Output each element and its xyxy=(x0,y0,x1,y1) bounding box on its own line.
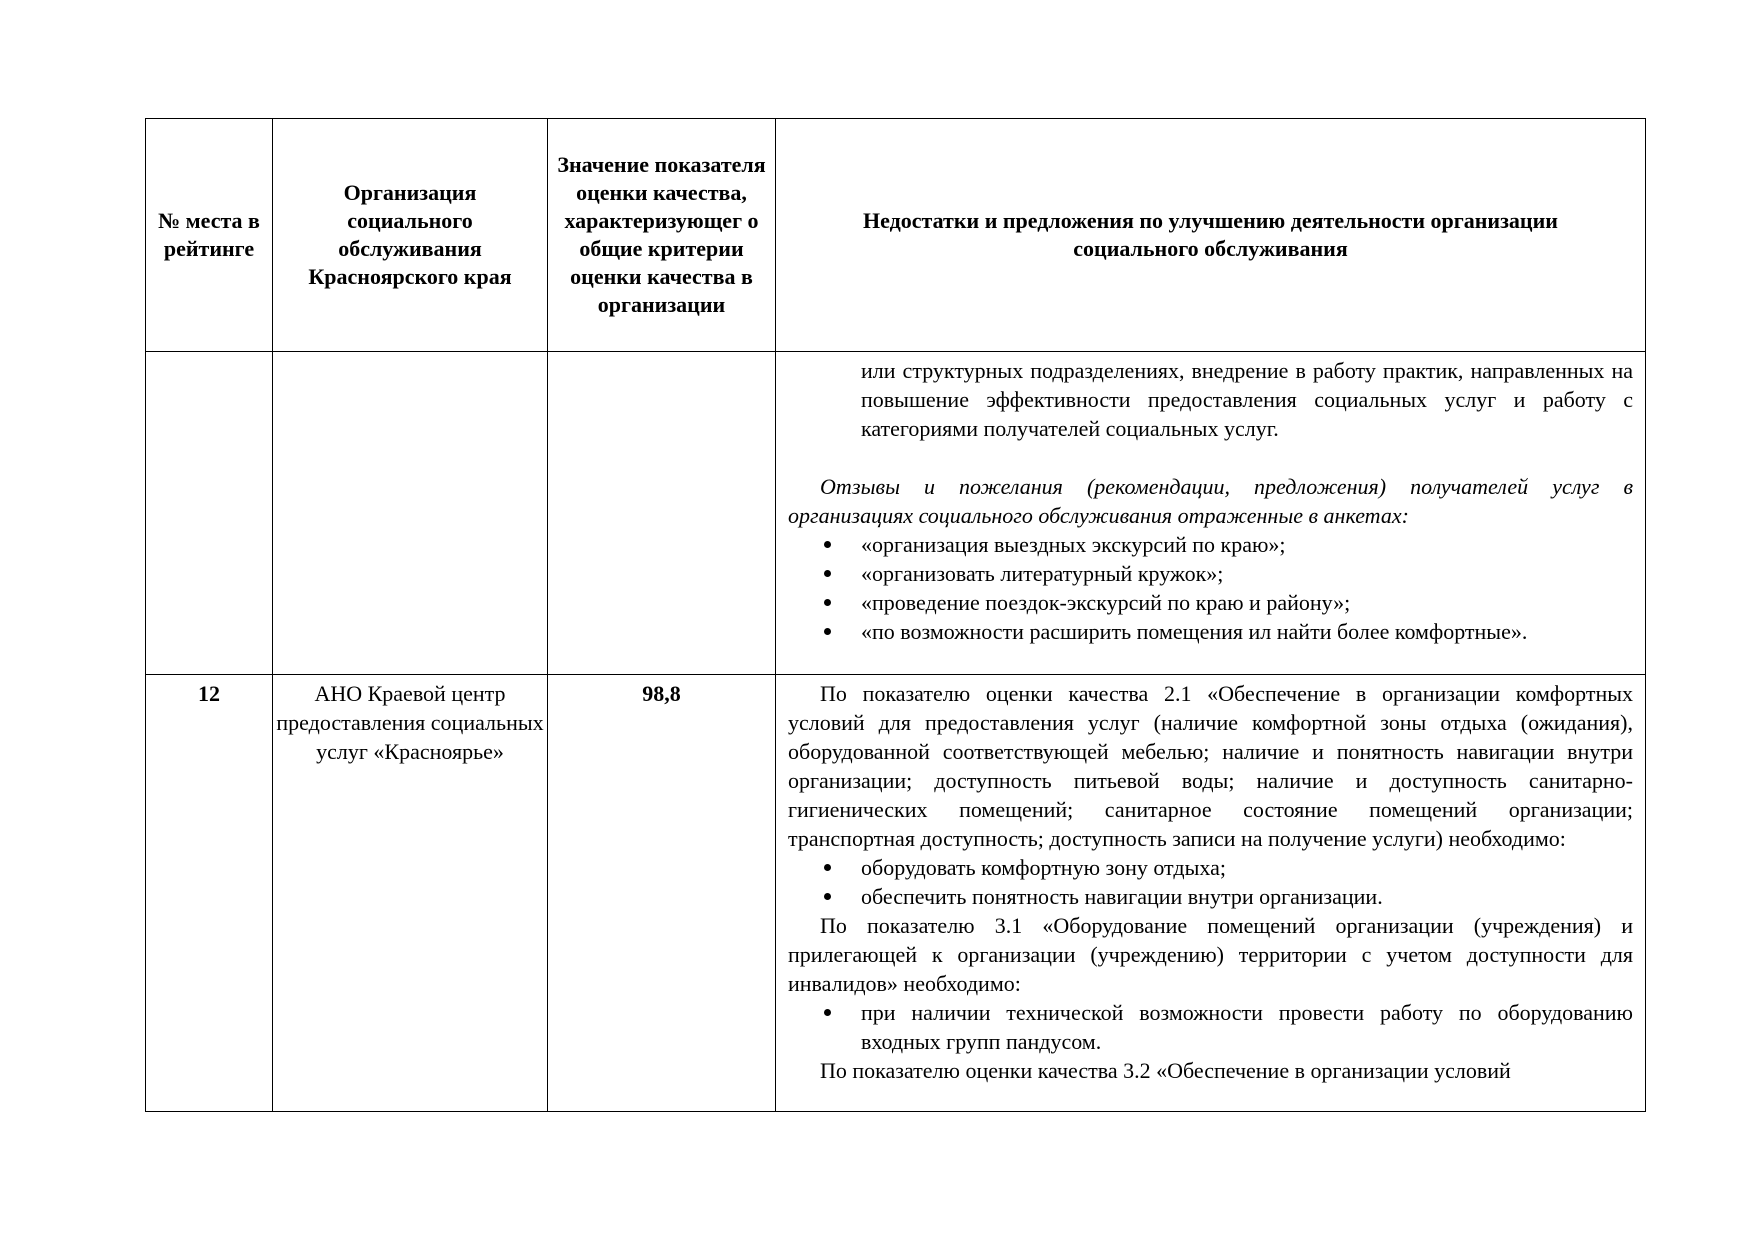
list-item: оборудовать комфортную зону отдыха; xyxy=(788,853,1633,882)
cell-organization-empty xyxy=(273,352,548,675)
feedback-list xyxy=(788,530,1633,646)
bullet-icon xyxy=(824,599,831,606)
bullet-icon xyxy=(824,893,831,900)
list-item: «организовать литературный кружок»; xyxy=(788,559,1633,588)
cell-organization: АНО Краевой центр предоставления социальных услуг «Красноярье» xyxy=(273,675,548,1112)
bullet-icon xyxy=(824,864,831,871)
bullet-icon xyxy=(824,628,831,635)
feedback-intro: Отзывы и пожелания (рекомендации, предложения) получателей услуг в организациях социального обслуживания отраженные в анкетах: xyxy=(788,474,1633,528)
list-item: «организация выездных экскурсий по краю»; xyxy=(788,530,1633,559)
list-item: обеспечить понятность навигации внутри организации. xyxy=(788,882,1633,911)
rating-table xyxy=(145,118,1646,1112)
bullet-icon xyxy=(824,541,831,548)
list-item: «по возможности расширить помещения ил найти более комфортные». xyxy=(788,617,1633,646)
paragraph-3-1: По показателю 3.1 «Оборудование помещений организации (учреждения) и прилегающей к организации (учреждению) территории с учетом доступности для инвалидов» необходимо: xyxy=(788,913,1633,996)
header-value: Значение показателя оценки качества, характеризующег о общие критерии оценки качества в организации xyxy=(548,119,776,352)
table-header-row xyxy=(146,119,1646,352)
list-item: при наличии технической возможности провести работу по оборудованию входных групп пандусом. xyxy=(788,998,1633,1056)
table-row xyxy=(146,352,1646,675)
cell-rank-empty xyxy=(146,352,273,675)
recommendations-list xyxy=(788,998,1633,1056)
recommendations-list xyxy=(788,853,1633,911)
cell-shortcomings xyxy=(776,352,1646,675)
paragraph-2-1: По показателю оценки качества 2.1 «Обеспечение в организации комфортных условий для предоставления услуг (наличие комфортной зоны отдыха (ожидания), оборудованной соответствующей мебелью; наличие и понятность навигации внутри организации; доступность питьевой воды; наличие и доступность санитарно-гигиенических помещений; санитарное состояние помещений организации; транспортная доступность; доступность записи на получение услуги) необходимо: xyxy=(788,681,1633,851)
paragraph-3-2: По показателю оценки качества 3.2 «Обеспечение в организации условий xyxy=(820,1058,1511,1083)
cell-rank: 12 xyxy=(146,675,273,1112)
cell-value-empty xyxy=(548,352,776,675)
continuation-text: или структурных подразделениях, внедрение в работу практик, направленных на повышение эффективности предоставления социальных услуг и работу с категориями получателей социальных услуг. xyxy=(861,358,1633,441)
bullet-icon xyxy=(824,570,831,577)
table-row xyxy=(146,675,1646,1112)
cell-shortcomings xyxy=(776,675,1646,1112)
header-rank: № места в рейтинге xyxy=(146,119,273,352)
list-item: «проведение поездок-экскурсий по краю и району»; xyxy=(788,588,1633,617)
header-shortcomings: Недостатки и предложения по улучшению деятельности организации социального обслуживания xyxy=(776,119,1646,352)
cell-value: 98,8 xyxy=(548,675,776,1112)
header-organization: Организация социального обслуживания Красноярского края xyxy=(273,119,548,352)
bullet-icon xyxy=(824,1009,831,1016)
